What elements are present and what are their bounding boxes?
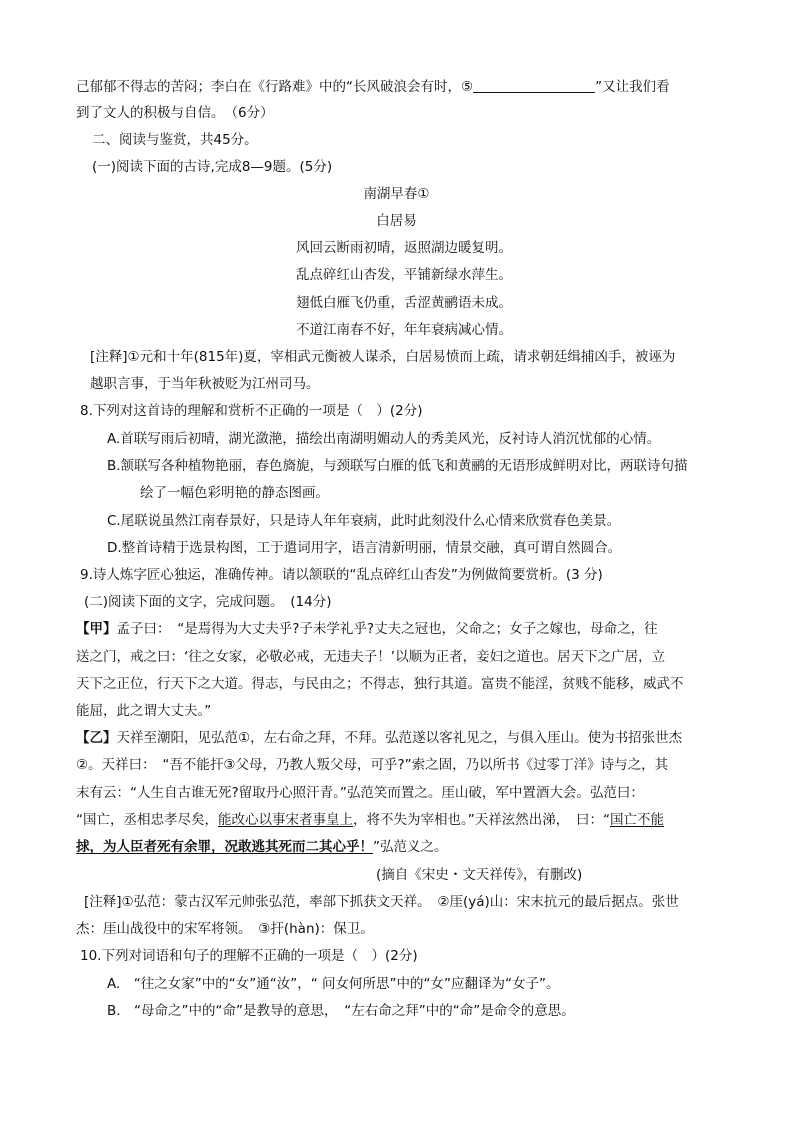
poem-line: 不道江南春不好，年年衰病减心情。 <box>296 322 512 338</box>
prose-note-line2: 杰：厓山战役中的宋军将领。 ③扞(hàn)：保卫。 <box>76 921 374 937</box>
q8-option-d: D.整首诗精于选景构图，工于遣词用字，语言清新明丽，情景交融，真可谓自然圆合。 <box>107 540 622 556</box>
passage-source: (摘自《宋史・文天祥传》，有删改) <box>376 867 583 883</box>
underlined-sentence-1: 能改心以事宋者事皇上 <box>218 812 353 828</box>
q10-stem: 10.下列对词语和句子的理解不正确的一项是（ ）(2分) <box>80 948 418 964</box>
q8-stem: 8.下列对这首诗的理解和赏析不正确的一项是（ ）(2分) <box>80 403 423 419</box>
passage-jia-line4: 能屈，此之谓大丈夫。” <box>76 703 212 719</box>
underlined-sentence-2: 国亡不能 <box>610 812 664 828</box>
passage-jia-text: 孟子曰： “是焉得为大丈夫乎?子未学礼乎?丈夫之冠也，父命之；女子之嫁也，母命之，往 <box>116 621 658 637</box>
prose-note-line1: [注释]①弘范：蒙古汉军元帅张弘范，率部下抓获文天祥。 ②厓(yá)山：宋末抗元的最后据点。张世 <box>84 894 679 910</box>
q8-option-b-line1: B.颔联写各种植物艳丽，春色旖旎，与颈联写白雁的低飞和黄鹂的无语形成鲜明对比，两联诗句描 <box>107 458 688 474</box>
poem-note-line2: 越职言事，于当年秋被贬为江州司马。 <box>90 376 320 392</box>
q10-option-a: A. “往之女家”中的“女”通“汝”，“ 问女何所思”中的“女”应翻译为“女子”。 <box>107 976 560 992</box>
q8-option-a: A.首联写雨后初晴，湖光潋滟，描绘出南湖明媚动人的秀美风光，反衬诗人消沉忧郁的心情。 <box>107 431 661 447</box>
poem-author: 白居易 <box>376 213 417 229</box>
underlined-sentence-2-cont: 捄，为人臣者死有余罪，况敢逃其死而二其心乎！ <box>76 839 373 855</box>
passage-yi-text: 天祥至潮阳，见弘范①，左右命之拜，不拜。弘范遂以客礼见之，与俱入厓山。使为书招张世杰 <box>116 730 683 746</box>
passage-yi-line5 <box>76 838 448 856</box>
q7-text-before-blank: 己郁郁不得志的苦闷；李白在《行路难》中的“长风破浪会有时，⑤ <box>76 79 474 95</box>
section-heading: 二、阅读与鉴赏，共45分。 <box>92 132 258 148</box>
poem-line: 风回云断雨初晴，返照湖边暖复明。 <box>296 240 512 256</box>
passage-yi-text: ，将不失为宰相也。”天祥泫然出涕， 曰：“ <box>353 812 610 828</box>
q8-option-b-line2: 绘了一幅色彩明艳的静态图画。 <box>140 485 329 501</box>
passage-yi-line1 <box>76 729 682 747</box>
poem-line: 翅低白雁飞仍重，舌涩黄鹂语未成。 <box>296 295 512 311</box>
passage-yi-text: ”弘范义之。 <box>373 839 448 855</box>
passage-yi-line4 <box>76 811 664 829</box>
prose-part-intro: (二)阅读下面的文字，完成问题。 (14分) <box>84 594 332 610</box>
passage-yi-label: 【乙】 <box>76 730 117 746</box>
q7-tail-line1 <box>76 78 670 96</box>
q9-stem: 9.诗人炼字匠心独运，准确传神。请以颔联的“乱点碎红山杏发”为例做简要赏析。(3 分) <box>80 567 603 583</box>
passage-jia-line2: 送之门，戒之曰：‘往之女家，必敬必戒，无违夫子！’以顺为正者，妾妇之道也。居天下之广居，立 <box>76 649 666 665</box>
q7-text-after-blank: ”又让我们看 <box>595 79 670 95</box>
passage-yi-line3: 末有云：“人生自古谁无死?留取丹心照汗青。”弘范笑而置之。厓山破，军中置酒大会。弘范曰： <box>76 785 644 801</box>
passage-jia-line1 <box>76 620 658 638</box>
passage-jia-line3: 天下之正位，行天下之大道。得志，与民由之；不得志，独行其道。富贵不能淫，贫贱不能移，威武不 <box>76 676 684 692</box>
q8-option-c: C.尾联说虽然江南春景好，只是诗人年年衰病，此时此刻没什么心情来欣赏春色美景。 <box>107 513 621 529</box>
passage-jia-label: 【甲】 <box>76 621 117 637</box>
poem-note-line1: [注释]①元和十年(815年)夏，宰相武元衡被人谋杀，白居易愤而上疏，请求朝廷缉捕凶手，被诬为 <box>90 349 676 365</box>
passage-yi-text: “国亡，丞相忠孝尽矣， <box>76 812 218 828</box>
poem-title: 南湖早春① <box>363 186 430 202</box>
answer-blank-5[interactable] <box>473 78 595 93</box>
q10-option-b: B. “母命之”中的“命”是教导的意思， “左右命之拜”中的“命”是命令的意思。 <box>107 1003 575 1019</box>
q7-tail-line2: 到了文人的积极与自信。 （6分） <box>76 105 274 121</box>
poem-part-intro: (一)阅读下面的古诗,完成8—9题。(5分) <box>92 159 333 175</box>
poem-line: 乱点碎红山杏发，平铺新绿水萍生。 <box>296 267 512 283</box>
passage-yi-line2: ②。天祥曰： “吾不能扞③父母，乃教人叛父母，可乎?”索之固，乃以所书《过零丁洋》诗与之，其 <box>76 757 669 773</box>
